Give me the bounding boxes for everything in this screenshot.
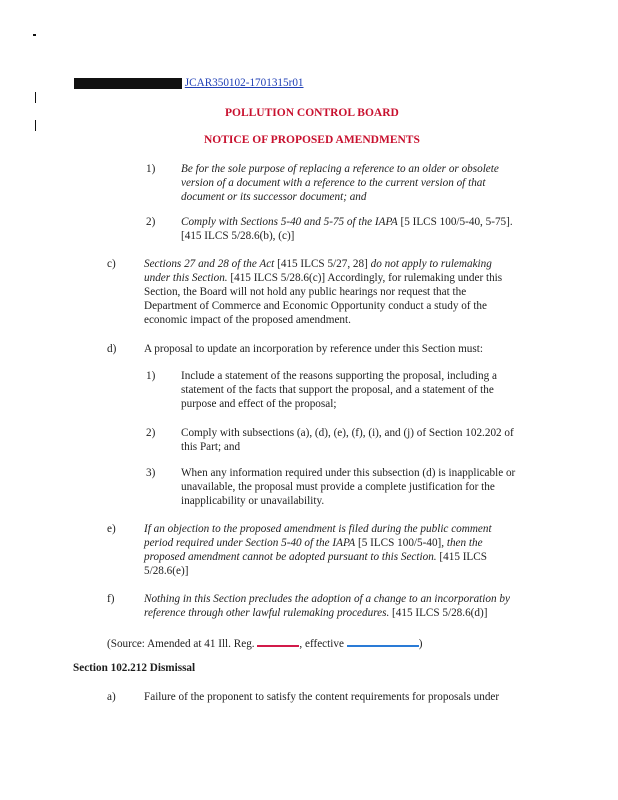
body-line: economic impact of the proposed amendment. bbox=[144, 314, 351, 326]
item-letter: c) bbox=[107, 258, 116, 270]
effective-date-blank bbox=[347, 635, 419, 647]
body-line: version of a document with a reference to the current version of that bbox=[181, 177, 486, 189]
item-num: 2) bbox=[146, 216, 156, 228]
body-line: Comply with Sections 5-40 and 5-75 of the IAPA [5 ILCS 100/5-40, 5-75]. bbox=[181, 216, 513, 228]
body-line: Nothing in this Section precludes the adoption of a change to an incorporation by bbox=[144, 593, 510, 605]
body-line: Comply with subsections (a), (d), (e), (f), (i), and (j) of Section 102.202 of bbox=[181, 427, 514, 439]
body-line: this Part; and bbox=[181, 441, 241, 453]
body-line: proposed amendment cannot be adopted pursuant to this Section. [415 ILCS bbox=[144, 551, 487, 563]
item-letter: f) bbox=[107, 593, 115, 605]
body-line: If an objection to the proposed amendment is filed during the public comment bbox=[144, 523, 492, 535]
body-line: Section, the Board will not hold any public hearings nor request that the bbox=[144, 286, 467, 298]
notice-title: NOTICE OF PROPOSED AMENDMENTS bbox=[204, 134, 420, 146]
source-note: (Source: Amended at 41 Ill. Reg. , effective ) bbox=[107, 635, 422, 652]
body-line: Include a statement of the reasons supporting the proposal, including a bbox=[181, 370, 497, 382]
docket-line bbox=[74, 77, 304, 91]
body-line: reference through other lawful rulemaking procedures. [415 ILCS 5/28.6(d)] bbox=[144, 607, 488, 619]
section-heading: Section 102.212 Dismissal bbox=[73, 662, 196, 674]
docket-number: JCAR350102-1701315r01 bbox=[184, 77, 304, 89]
body-line: purpose and effect of the proposal; bbox=[181, 398, 337, 410]
item-letter: a) bbox=[107, 691, 116, 703]
item-letter: d) bbox=[107, 343, 117, 355]
body-line: Failure of the proponent to satisfy the content requirements for proposals under bbox=[144, 691, 500, 703]
register-page-blank bbox=[257, 635, 299, 647]
body-line: When any information required under this subsection (d) is inapplicable or bbox=[181, 467, 516, 479]
item-letter: e) bbox=[107, 523, 116, 535]
body-line: [415 ILCS 5/28.6(b), (c)] bbox=[181, 230, 295, 242]
body-line: unavailable, the proposal must provide a complete justification for the bbox=[181, 481, 495, 493]
scan-mark bbox=[35, 120, 36, 131]
body-line: Sections 27 and 28 of the Act [415 ILCS 5/27, 28] do not apply to rulemaking bbox=[144, 258, 492, 270]
body-line: under this Section. [415 ILCS 5/28.6(c)] Accordingly, for rulemaking under this bbox=[144, 272, 503, 284]
body-line: inapplicability or unavailability. bbox=[181, 495, 325, 507]
scan-mark bbox=[35, 92, 36, 103]
body-line: Department of Commerce and Economic Opportunity conduct a study of the bbox=[144, 300, 487, 312]
scan-mark bbox=[33, 34, 36, 36]
body-line: statement of the facts that support the proposal, and a statement of the bbox=[181, 384, 494, 396]
body-line: 5/28.6(e)] bbox=[144, 565, 189, 577]
item-num: 1) bbox=[146, 370, 156, 382]
body-line: document or its successor document; and bbox=[181, 191, 367, 203]
body-line: Be for the sole purpose of replacing a reference to an older or obsolete bbox=[181, 163, 499, 175]
body-line: A proposal to update an incorporation by reference under this Section must: bbox=[144, 343, 483, 355]
redaction-bar bbox=[74, 78, 182, 89]
item-num: 2) bbox=[146, 427, 156, 439]
item-num: 3) bbox=[146, 467, 156, 479]
board-name: POLLUTION CONTROL BOARD bbox=[225, 107, 399, 119]
item-num: 1) bbox=[146, 163, 156, 175]
body-line: period required under Section 5-40 of the IAPA [5 ILCS 100/5-40], then the bbox=[144, 537, 483, 549]
